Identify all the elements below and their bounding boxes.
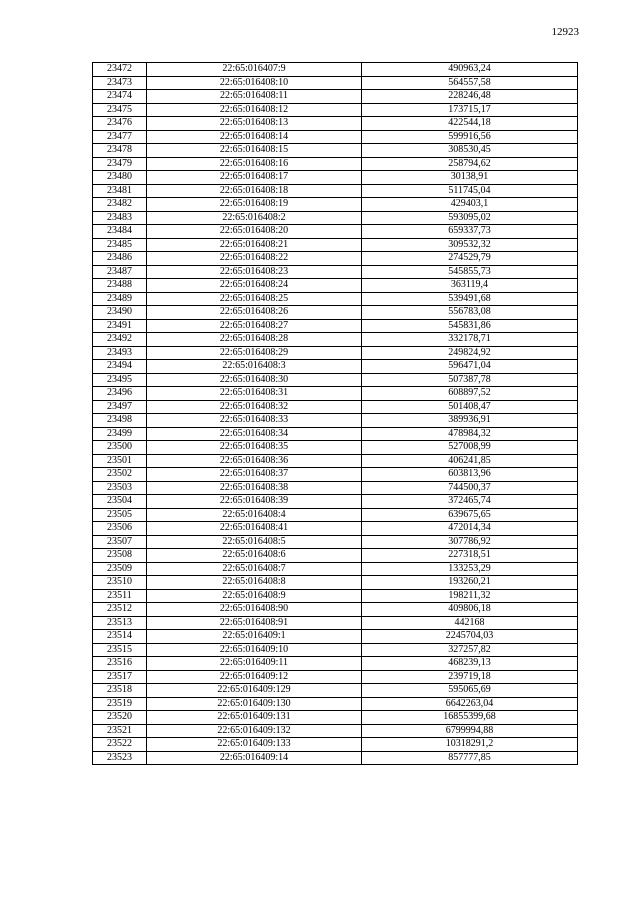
table-row: [93, 63, 578, 77]
cadastral-number-cell: 22:65:016408:23: [147, 265, 362, 279]
table-row: [93, 171, 578, 185]
cadastral-number-cell: 22:65:016408:10: [147, 76, 362, 90]
cadastral-number-cell: 22:65:016408:22: [147, 252, 362, 266]
table-row: [93, 103, 578, 117]
cadastral-number-cell: 22:65:016408:24: [147, 279, 362, 293]
table-row: [93, 454, 578, 468]
value-cell: 478984,32: [362, 427, 578, 441]
row-number-cell: 23476: [93, 117, 147, 131]
row-number-cell: 23515: [93, 643, 147, 657]
value-cell: 564557,58: [362, 76, 578, 90]
row-number-cell: 23488: [93, 279, 147, 293]
cadastral-number-cell: 22:65:016408:8: [147, 576, 362, 590]
table-row: [93, 319, 578, 333]
table-row: [93, 508, 578, 522]
value-cell: 309532,32: [362, 238, 578, 252]
page-number: 12923: [551, 26, 579, 38]
value-cell: 857777,85: [362, 751, 578, 765]
value-cell: 193260,21: [362, 576, 578, 590]
table-row: [93, 684, 578, 698]
value-cell: 593095,02: [362, 211, 578, 225]
row-number-cell: 23523: [93, 751, 147, 765]
value-cell: 363119,4: [362, 279, 578, 293]
table-row: [93, 495, 578, 509]
table-row: [93, 576, 578, 590]
row-number-cell: 23507: [93, 535, 147, 549]
row-number-cell: 23503: [93, 481, 147, 495]
table-row: [93, 630, 578, 644]
cadastral-number-cell: 22:65:016408:41: [147, 522, 362, 536]
row-number-cell: 23474: [93, 90, 147, 104]
cadastral-number-cell: 22:65:016408:36: [147, 454, 362, 468]
cadastral-number-cell: 22:65:016409:133: [147, 738, 362, 752]
table-row: [93, 130, 578, 144]
cadastral-number-cell: 22:65:016409:14: [147, 751, 362, 765]
row-number-cell: 23486: [93, 252, 147, 266]
value-cell: 511745,04: [362, 184, 578, 198]
cadastral-number-cell: 22:65:016408:32: [147, 400, 362, 414]
row-number-cell: 23502: [93, 468, 147, 482]
row-number-cell: 23491: [93, 319, 147, 333]
table-row: [93, 387, 578, 401]
table-row: [93, 603, 578, 617]
row-number-cell: 23496: [93, 387, 147, 401]
table-row: [93, 697, 578, 711]
row-number-cell: 23478: [93, 144, 147, 158]
value-cell: 545831,86: [362, 319, 578, 333]
cadastral-number-cell: 22:65:016408:37: [147, 468, 362, 482]
cadastral-number-cell: 22:65:016409:11: [147, 657, 362, 671]
row-number-cell: 23497: [93, 400, 147, 414]
row-number-cell: 23494: [93, 360, 147, 374]
cadastral-number-cell: 22:65:016408:34: [147, 427, 362, 441]
row-number-cell: 23489: [93, 292, 147, 306]
row-number-cell: 23473: [93, 76, 147, 90]
row-number-cell: 23500: [93, 441, 147, 455]
row-number-cell: 23483: [93, 211, 147, 225]
row-number-cell: 23509: [93, 562, 147, 576]
cadastral-number-cell: 22:65:016408:11: [147, 90, 362, 104]
row-number-cell: 23495: [93, 373, 147, 387]
table-row: [93, 738, 578, 752]
value-cell: 30138,91: [362, 171, 578, 185]
row-number-cell: 23512: [93, 603, 147, 617]
cadastral-number-cell: 22:65:016408:14: [147, 130, 362, 144]
table-row: [93, 441, 578, 455]
row-number-cell: 23501: [93, 454, 147, 468]
table-row: [93, 144, 578, 158]
value-cell: 16855399,68: [362, 711, 578, 725]
value-cell: 389936,91: [362, 414, 578, 428]
table-row: [93, 238, 578, 252]
row-number-cell: 23480: [93, 171, 147, 185]
value-cell: 442168: [362, 616, 578, 630]
value-cell: 274529,79: [362, 252, 578, 266]
cadastral-number-cell: 22:65:016409:1: [147, 630, 362, 644]
table-row: [93, 117, 578, 131]
table-row: [93, 306, 578, 320]
value-cell: 596471,04: [362, 360, 578, 374]
row-number-cell: 23498: [93, 414, 147, 428]
cadastral-number-cell: 22:65:016409:129: [147, 684, 362, 698]
cadastral-number-cell: 22:65:016408:91: [147, 616, 362, 630]
cadastral-number-cell: 22:65:016408:27: [147, 319, 362, 333]
cadastral-number-cell: 22:65:016408:26: [147, 306, 362, 320]
cadastral-number-cell: 22:65:016408:25: [147, 292, 362, 306]
value-cell: 599916,56: [362, 130, 578, 144]
cadastral-number-cell: 22:65:016408:38: [147, 481, 362, 495]
value-cell: 406241,85: [362, 454, 578, 468]
value-cell: 422544,18: [362, 117, 578, 131]
row-number-cell: 23519: [93, 697, 147, 711]
cadastral-number-cell: 22:65:016408:13: [147, 117, 362, 131]
value-cell: 608897,52: [362, 387, 578, 401]
row-number-cell: 23485: [93, 238, 147, 252]
cadastral-number-cell: 22:65:016408:29: [147, 346, 362, 360]
value-cell: 327257,82: [362, 643, 578, 657]
table-row: [93, 76, 578, 90]
cadastral-number-cell: 22:65:016408:28: [147, 333, 362, 347]
table-row: [93, 400, 578, 414]
cadastral-value-table: [92, 62, 578, 765]
cadastral-number-cell: 22:65:016408:35: [147, 441, 362, 455]
value-cell: 308530,45: [362, 144, 578, 158]
cadastral-number-cell: 22:65:016408:16: [147, 157, 362, 171]
value-cell: 659337,73: [362, 225, 578, 239]
value-cell: 173715,17: [362, 103, 578, 117]
value-cell: 527008,99: [362, 441, 578, 455]
value-cell: 133253,29: [362, 562, 578, 576]
table-row: [93, 265, 578, 279]
table-row: [93, 292, 578, 306]
table-row: [93, 562, 578, 576]
cadastral-number-cell: 22:65:016408:9: [147, 589, 362, 603]
row-number-cell: 23493: [93, 346, 147, 360]
value-cell: 603813,96: [362, 468, 578, 482]
table-row: [93, 198, 578, 212]
table-row: [93, 643, 578, 657]
table-row: [93, 670, 578, 684]
value-cell: 429403,1: [362, 198, 578, 212]
table-row: [93, 657, 578, 671]
table-row: [93, 481, 578, 495]
cadastral-number-cell: 22:65:016408:21: [147, 238, 362, 252]
cadastral-number-cell: 22:65:016409:130: [147, 697, 362, 711]
table-row: [93, 90, 578, 104]
cadastral-number-cell: 22:65:016408:90: [147, 603, 362, 617]
table-row: [93, 373, 578, 387]
cadastral-number-cell: 22:65:016408:5: [147, 535, 362, 549]
table-row: [93, 535, 578, 549]
value-cell: 228246,48: [362, 90, 578, 104]
cadastral-number-cell: 22:65:016408:18: [147, 184, 362, 198]
value-cell: 501408,47: [362, 400, 578, 414]
row-number-cell: 23506: [93, 522, 147, 536]
cadastral-number-cell: 22:65:016408:20: [147, 225, 362, 239]
row-number-cell: 23499: [93, 427, 147, 441]
cadastral-number-cell: 22:65:016408:39: [147, 495, 362, 509]
value-cell: 307786,92: [362, 535, 578, 549]
table-row: [93, 252, 578, 266]
row-number-cell: 23514: [93, 630, 147, 644]
value-cell: 372465,74: [362, 495, 578, 509]
row-number-cell: 23505: [93, 508, 147, 522]
table-row: [93, 184, 578, 198]
table-row: [93, 522, 578, 536]
cadastral-number-cell: 22:65:016408:3: [147, 360, 362, 374]
value-cell: 639675,65: [362, 508, 578, 522]
cadastral-number-cell: 22:65:016408:19: [147, 198, 362, 212]
value-cell: 6799994,88: [362, 724, 578, 738]
cadastral-number-cell: 22:65:016408:30: [147, 373, 362, 387]
row-number-cell: 23518: [93, 684, 147, 698]
value-cell: 198211,32: [362, 589, 578, 603]
value-cell: 2245704,03: [362, 630, 578, 644]
cadastral-number-cell: 22:65:016409:10: [147, 643, 362, 657]
table-row: [93, 751, 578, 765]
table-row: [93, 346, 578, 360]
value-cell: 10318291,2: [362, 738, 578, 752]
value-cell: 472014,34: [362, 522, 578, 536]
row-number-cell: 23492: [93, 333, 147, 347]
row-number-cell: 23504: [93, 495, 147, 509]
value-cell: 6642263,04: [362, 697, 578, 711]
row-number-cell: 23510: [93, 576, 147, 590]
value-cell: 227318,51: [362, 549, 578, 563]
table-row: [93, 211, 578, 225]
cadastral-number-cell: 22:65:016407:9: [147, 63, 362, 77]
row-number-cell: 23522: [93, 738, 147, 752]
row-number-cell: 23513: [93, 616, 147, 630]
table-row: [93, 360, 578, 374]
row-number-cell: 23511: [93, 589, 147, 603]
row-number-cell: 23477: [93, 130, 147, 144]
table-row: [93, 589, 578, 603]
value-cell: 490963,24: [362, 63, 578, 77]
row-number-cell: 23520: [93, 711, 147, 725]
table-row: [93, 225, 578, 239]
row-number-cell: 23516: [93, 657, 147, 671]
cadastral-number-cell: 22:65:016408:7: [147, 562, 362, 576]
row-number-cell: 23479: [93, 157, 147, 171]
table-row: [93, 427, 578, 441]
value-cell: 239719,18: [362, 670, 578, 684]
cadastral-number-cell: 22:65:016408:33: [147, 414, 362, 428]
table-row: [93, 157, 578, 171]
table-row: [93, 616, 578, 630]
cadastral-number-cell: 22:65:016408:6: [147, 549, 362, 563]
cadastral-number-cell: 22:65:016408:31: [147, 387, 362, 401]
row-number-cell: 23508: [93, 549, 147, 563]
value-cell: 744500,37: [362, 481, 578, 495]
cadastral-number-cell: 22:65:016409:131: [147, 711, 362, 725]
row-number-cell: 23490: [93, 306, 147, 320]
value-cell: 409806,18: [362, 603, 578, 617]
cadastral-number-cell: 22:65:016409:132: [147, 724, 362, 738]
table-row: [93, 333, 578, 347]
value-cell: 556783,08: [362, 306, 578, 320]
cadastral-number-cell: 22:65:016408:2: [147, 211, 362, 225]
row-number-cell: 23481: [93, 184, 147, 198]
value-cell: 332178,71: [362, 333, 578, 347]
row-number-cell: 23472: [93, 63, 147, 77]
row-number-cell: 23484: [93, 225, 147, 239]
row-number-cell: 23521: [93, 724, 147, 738]
value-cell: 249824,92: [362, 346, 578, 360]
value-cell: 545855,73: [362, 265, 578, 279]
cadastral-number-cell: 22:65:016409:12: [147, 670, 362, 684]
row-number-cell: 23482: [93, 198, 147, 212]
value-cell: 539491,68: [362, 292, 578, 306]
row-number-cell: 23487: [93, 265, 147, 279]
row-number-cell: 23475: [93, 103, 147, 117]
table-row: [93, 711, 578, 725]
table-row: [93, 724, 578, 738]
table-row: [93, 414, 578, 428]
value-cell: 468239,13: [362, 657, 578, 671]
table-row: [93, 468, 578, 482]
table-body: [93, 63, 578, 765]
cadastral-number-cell: 22:65:016408:15: [147, 144, 362, 158]
cadastral-number-cell: 22:65:016408:17: [147, 171, 362, 185]
value-cell: 258794,62: [362, 157, 578, 171]
row-number-cell: 23517: [93, 670, 147, 684]
cadastral-number-cell: 22:65:016408:4: [147, 508, 362, 522]
cadastral-number-cell: 22:65:016408:12: [147, 103, 362, 117]
value-cell: 507387,78: [362, 373, 578, 387]
table-row: [93, 279, 578, 293]
table-row: [93, 549, 578, 563]
value-cell: 595065,69: [362, 684, 578, 698]
